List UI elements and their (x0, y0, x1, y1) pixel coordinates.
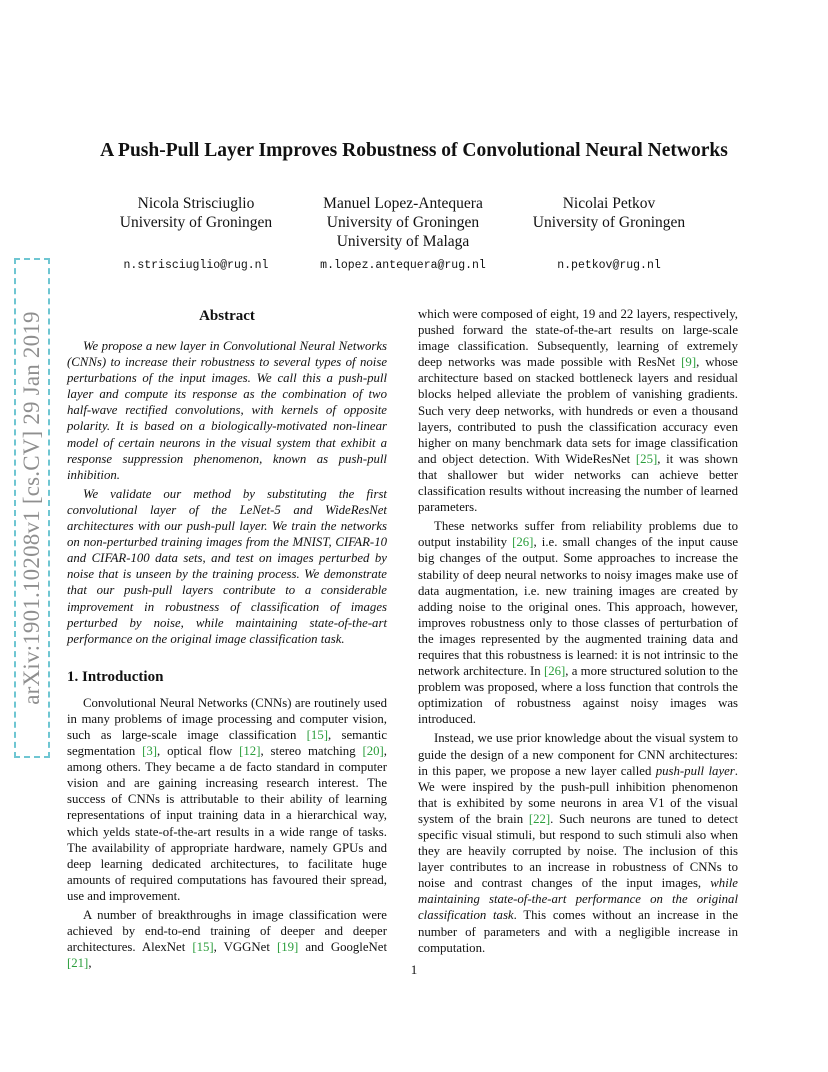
left-column (67, 306, 387, 971)
text-run: , i.e. small changes of the input cause big changes of the output. Some approaches to increase the stability of deep neural networks to noisy images make use of data augmentation, i.e. new training images are created by adding noise to the original ones. This approach, however, improves robustness only to those classes of perturbation of the images represented by the augmented training data and requires that this robustness is learned: it is not intrinsic to the network architecture. In (418, 535, 739, 679)
author-block-1 (106, 194, 286, 272)
intro-paragraph-5 (418, 730, 738, 955)
text-run: . This comes without an increase in the number of parameters and with a negligible increase in computation. (418, 908, 738, 955)
author-name: Manuel Lopez-Antequera (323, 195, 483, 212)
citation-link[interactable]: [9] (681, 355, 697, 370)
arxiv-stamp-text: arXiv:1901.10208v1 [cs.CV] 29 Jan 2019 (19, 311, 44, 705)
text-run: , among others. They became a de facto standard in computer vision and are gaining increasing research interest. The success of CNNs is attributable to their ability of learning representations of input training data in a hierarchical way, which yelds state-of-the-art results in a wide range of tasks. The availability of appropriate hardware, namely GPUs and deep learning dedicated architectures, to facilitate huge amounts of required computations has favoured their spread, use and improvement. (67, 744, 387, 903)
paper-title: A Push-Pull Layer Improves Robustness of Convolutional Neural Networks (100, 140, 728, 161)
author-affiliation: University of Groningen (119, 214, 273, 231)
text-run: , optical flow (157, 744, 240, 759)
text-run: and GoogleNet (298, 940, 387, 955)
author-email[interactable]: m.lopez.antequera@rug.nl (320, 259, 486, 272)
text-run: , it was shown that shallower but wider networks can achieve better classification results without increasing the number of learned parameters. (418, 451, 739, 515)
text-run: . Such neurons are tuned to detect specific visual stimuli, but respond to such stimuli also when they are heavily corrupted by noise. The inclusion of this layer contributes to an increase in robustness of CNNs to noise and contrast changes of the input images, (418, 811, 739, 891)
text-run: Convolutional Neural Networks (CNNs) are routinely used in many problems of image processing and computer vision, such as large-scale image classification (67, 695, 387, 742)
citation-link[interactable]: [20] (362, 744, 384, 759)
abstract-heading: Abstract (199, 308, 255, 324)
intro-paragraph-1 (67, 695, 387, 904)
arxiv-stamp (14, 258, 50, 758)
citation-link[interactable]: [21] (67, 956, 89, 971)
abstract-paragraph-2: We validate our method by substituting the first convolutional layer of the LeNet-5 and WideResNet architectures with our push-pull layer. We train the networks on non-perturbed training images from the MNIST, CIFAR-10 and CIFAR-100 data sets, and test on images perturbed by noise that is unseen by the training process. We demonstrate that our push-pull layers contribute to a considerable improvement in robustness of classification of images perturbed by noise, while maintaining state-of-the-art performance on the original image classification task. (67, 486, 387, 646)
citation-link[interactable]: [12] (239, 744, 261, 759)
text-run: which were composed of eight, 19 and 22 layers, respectively, pushed forward the state-of-the-art results on large-scale image classification. Subsequently, learning of extremely deep networks was made possible with ResNet (418, 307, 738, 370)
right-column (418, 306, 738, 956)
text-run: These networks suffer from reliability problems due to output instability (418, 519, 738, 550)
author-affiliation: University of Groningen (532, 214, 686, 231)
text-run: , semantic segmentation (67, 727, 387, 759)
text-run: , a more structured solution to the problem was proposed, where a loss function that controls the optimization of robustness against noisy images was introduced. (418, 664, 738, 727)
citation-link[interactable]: [22] (528, 811, 551, 826)
text-run: , VGGNet (213, 940, 277, 955)
intro-paragraph-4 (418, 518, 738, 727)
author-block-3 (520, 194, 698, 272)
intro-paragraph-3 (418, 306, 738, 515)
citation-link[interactable]: [19] (276, 940, 299, 955)
citation-link[interactable]: [26] (543, 664, 566, 679)
author-affiliation-2: University of Malaga (336, 233, 470, 250)
text-run: , (88, 956, 92, 971)
author-name: Nicolai Petkov (562, 195, 656, 212)
emphasis-text: push-pull layer (655, 763, 735, 778)
author-affiliation: University of Groningen (326, 214, 480, 231)
abstract-paragraph-1: We propose a new layer in Convolutional Neural Networks (CNNs) to increase their robustness to several types of noise perturbations of the input images. We call this a push-pull layer and compute its response as the combination of two half-wave rectified convolutions, with kernels of opposite polarity. It is based on a biologically-motivated non-linear model of certain neurons in the visual system that exhibit a response suppression phenomenon, known as push-pull inhibition. (67, 339, 387, 482)
citation-link[interactable]: [15] (192, 940, 214, 955)
author-email[interactable]: n.strisciuglio@rug.nl (123, 259, 269, 272)
citation-link[interactable]: [15] (306, 727, 328, 742)
author-name: Nicola Strisciuglio (137, 195, 255, 212)
citation-link[interactable]: [26] (512, 535, 534, 550)
section-heading-introduction: 1. Introduction (67, 668, 164, 685)
citation-link[interactable]: [3] (142, 744, 158, 759)
citation-link[interactable]: [25] (635, 451, 658, 466)
text-run: . We were inspired by the push-pull inhibition phenomenon that is exhibited by some neurons in area V1 of the visual system of the brain (418, 763, 738, 826)
text-run: Instead, we use prior knowledge about the visual system to guide the design of a new component for CNN architectures: in this paper, we propose a new layer called (418, 731, 738, 778)
author-block-2 (298, 194, 508, 272)
text-run: , stereo matching (260, 744, 363, 759)
author-email[interactable]: n.petkov@rug.nl (557, 259, 661, 272)
text-run: A number of breakthroughs in image classification were achieved by end-to-end training of deeper and deeper architectures. AlexNet (67, 908, 387, 955)
emphasis-text: while maintaining state-of-the-art performance on the original classification task (418, 876, 738, 923)
page-number: 1 (410, 962, 418, 977)
text-run: , whose architecture based on stacked bottleneck layers and residual blocks helped alleviate the problem of vanishing gradients. Such very deep networks, with hundreds or even a thousand layers, contributed to push the classification accuracy even higher on many benchmark data sets for image classification and object detection. With WideResNet (418, 355, 738, 466)
